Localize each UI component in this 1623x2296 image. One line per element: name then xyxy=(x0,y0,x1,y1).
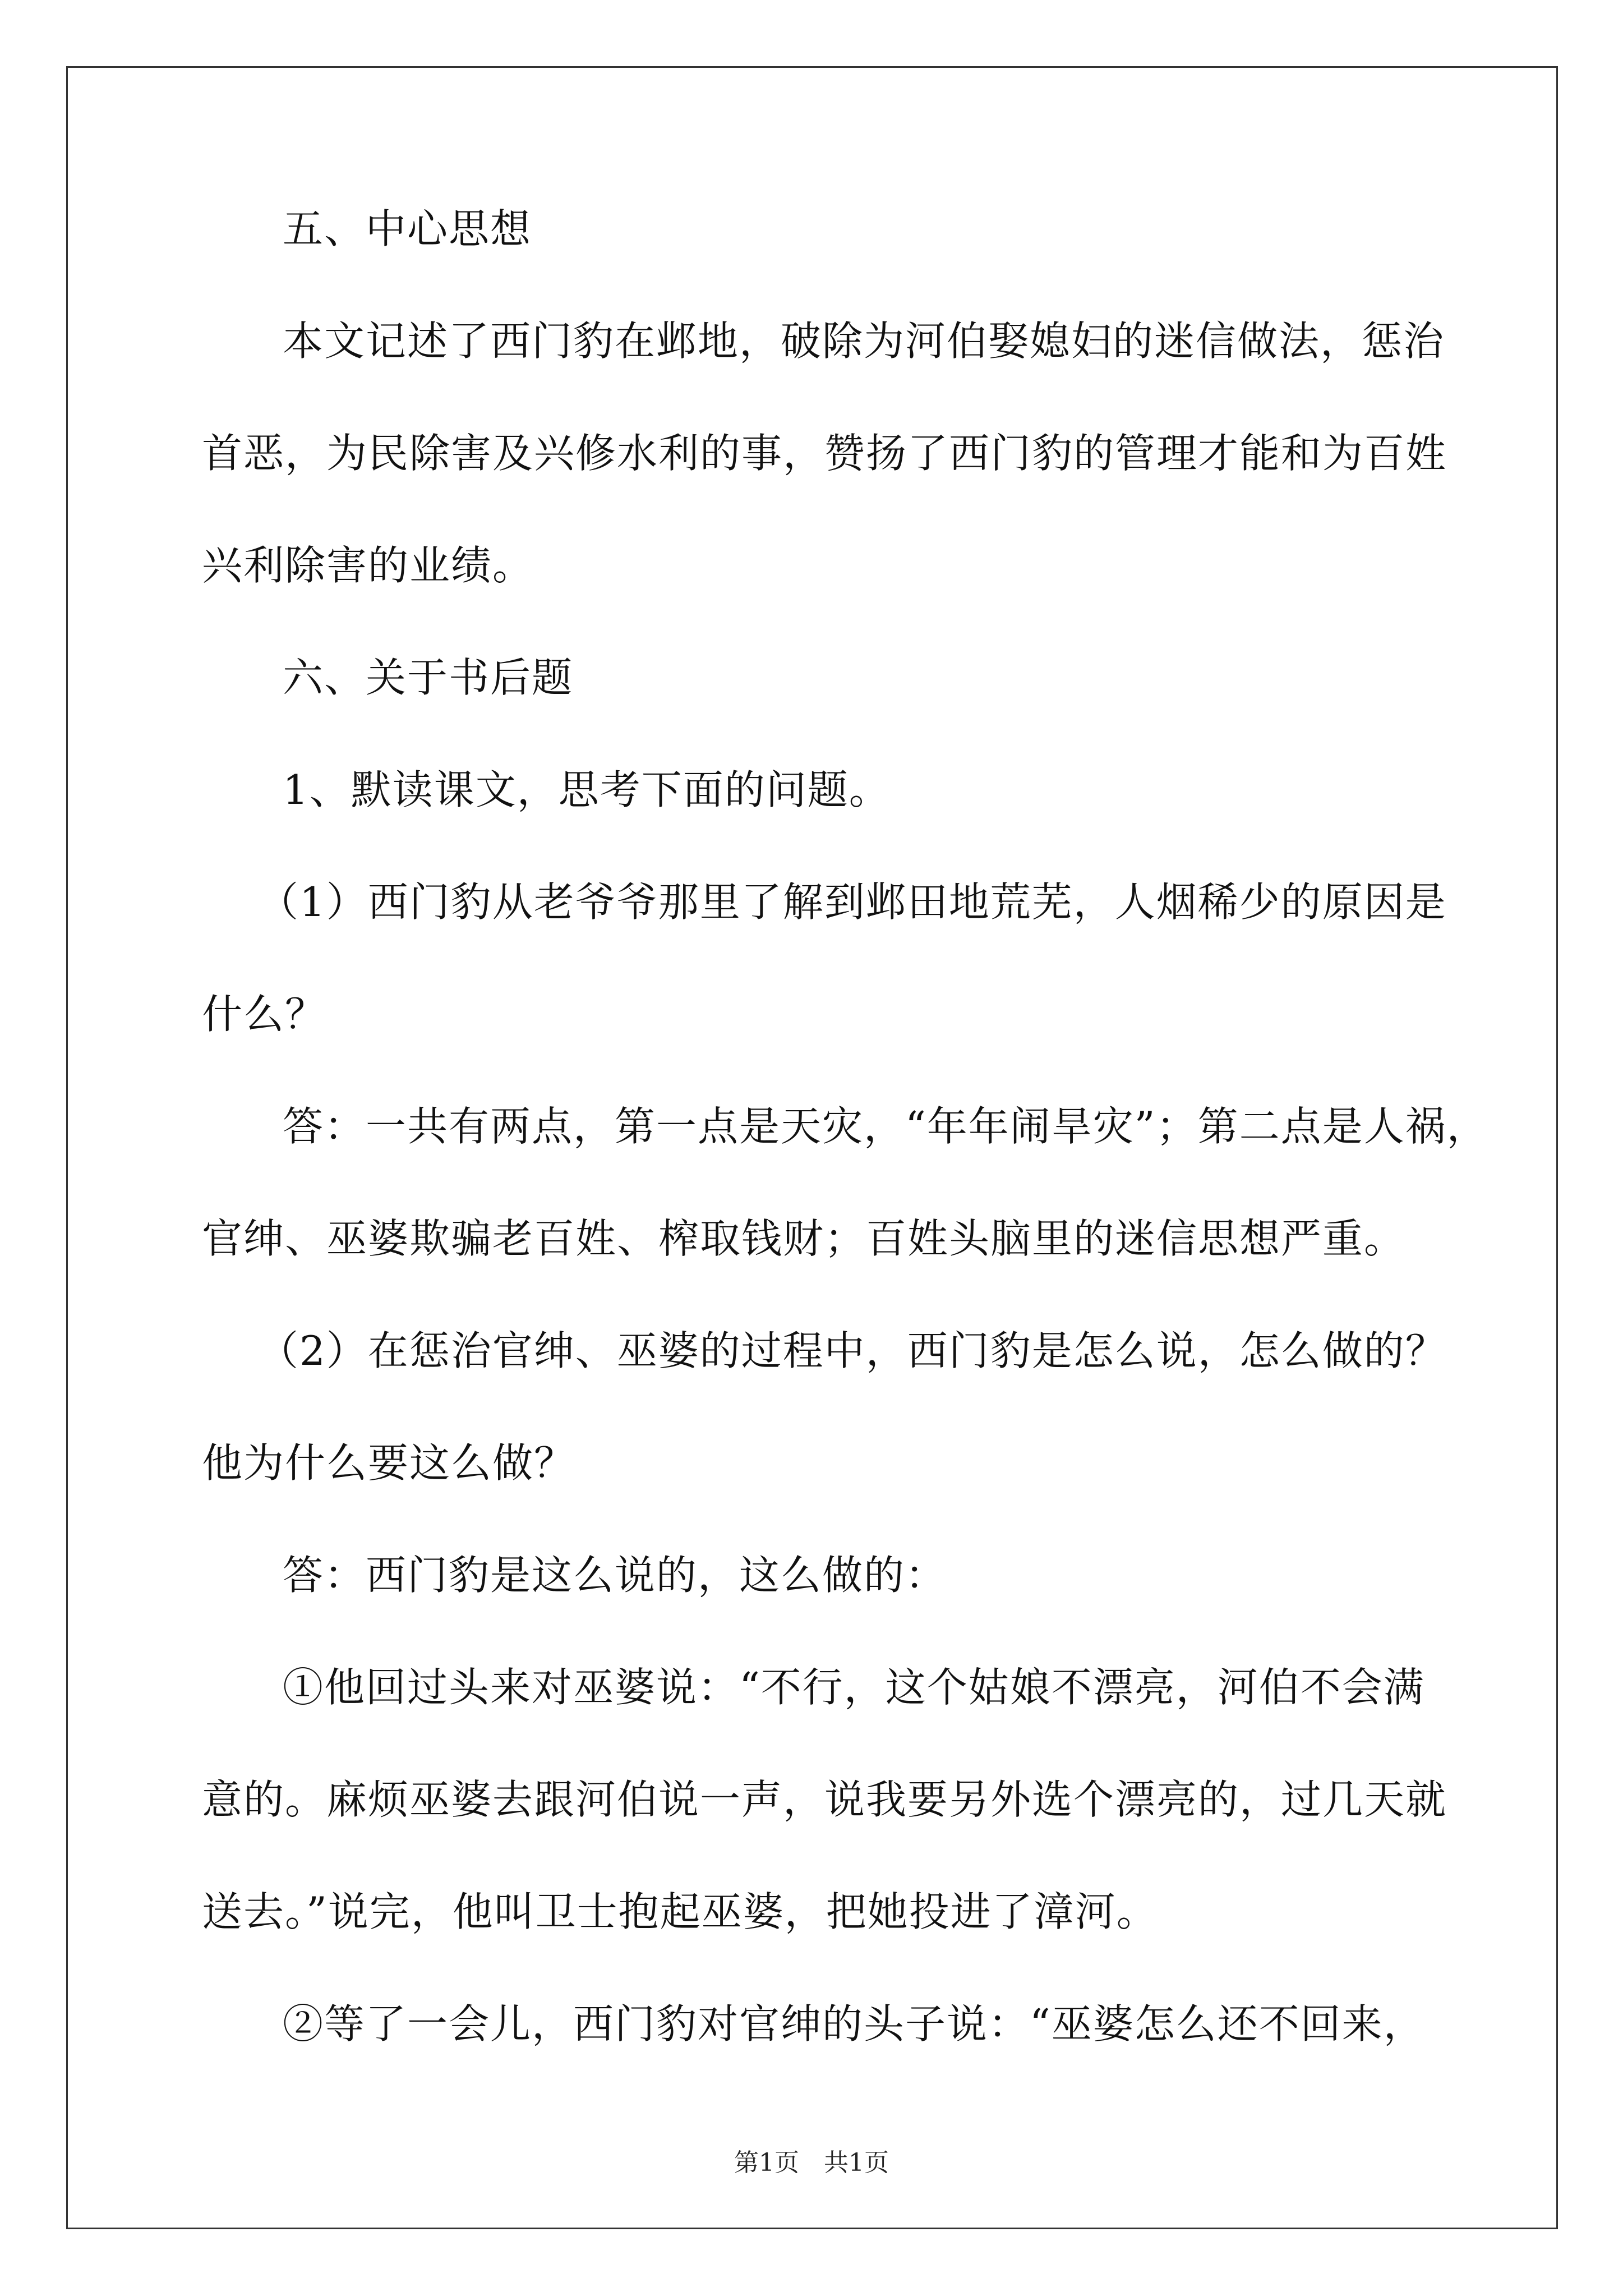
answer-line: ①他回过头来对巫婆说：“不行，这个姑娘不漂亮，河伯不会满 xyxy=(283,1664,1425,1711)
question-line: 什么？ xyxy=(202,991,327,1038)
answer-line: 意的。麻烦巫婆去跟河伯说一声，说我要另外选个漂亮的，过几天就 xyxy=(202,1776,1447,1823)
paragraph-line: 本文记述了西门豹在邺地，破除为河伯娶媳妇的迷信做法，惩治 xyxy=(283,318,1445,365)
page-footer: 第1页 共1页 xyxy=(734,2148,889,2177)
answer-line: 送去。”说完，他叫卫士抱起巫婆，把她投进了漳河。 xyxy=(202,1888,1158,1935)
answer-line: 官绅、巫婆欺骗老百姓、榨取钱财；百姓头脑里的迷信思想严重。 xyxy=(202,1215,1406,1262)
answer-line: ②等了一会儿，西门豹对官绅的头子说：“巫婆怎么还不回来， xyxy=(283,2000,1425,2047)
heading-exercises: 六、关于书后题 xyxy=(283,654,574,701)
question-line: 他为什么要这么做？ xyxy=(202,1439,576,1487)
answer-line: 答：一共有两点，第一点是天灾，“年年闹旱灾”；第二点是人祸， xyxy=(283,1103,1488,1150)
paragraph-line: 兴利除害的业绩。 xyxy=(202,542,534,589)
answer-line: 答：西门豹是这么说的，这么做的： xyxy=(283,1552,947,1599)
paragraph-line: 首恶，为民除害及兴修水利的事，赞扬了西门豹的管理才能和为百姓 xyxy=(202,430,1447,477)
question-line: （2）在惩治官绅、巫婆的过程中，西门豹是怎么说，怎么做的？ xyxy=(258,1327,1447,1374)
heading-central-idea: 五、中心思想 xyxy=(283,205,532,252)
question-line: （1）西门豹从老爷爷那里了解到邺田地荒芜，人烟稀少的原因是 xyxy=(258,878,1447,926)
question-line: 1、默读课文，思考下面的问题。 xyxy=(283,766,891,813)
